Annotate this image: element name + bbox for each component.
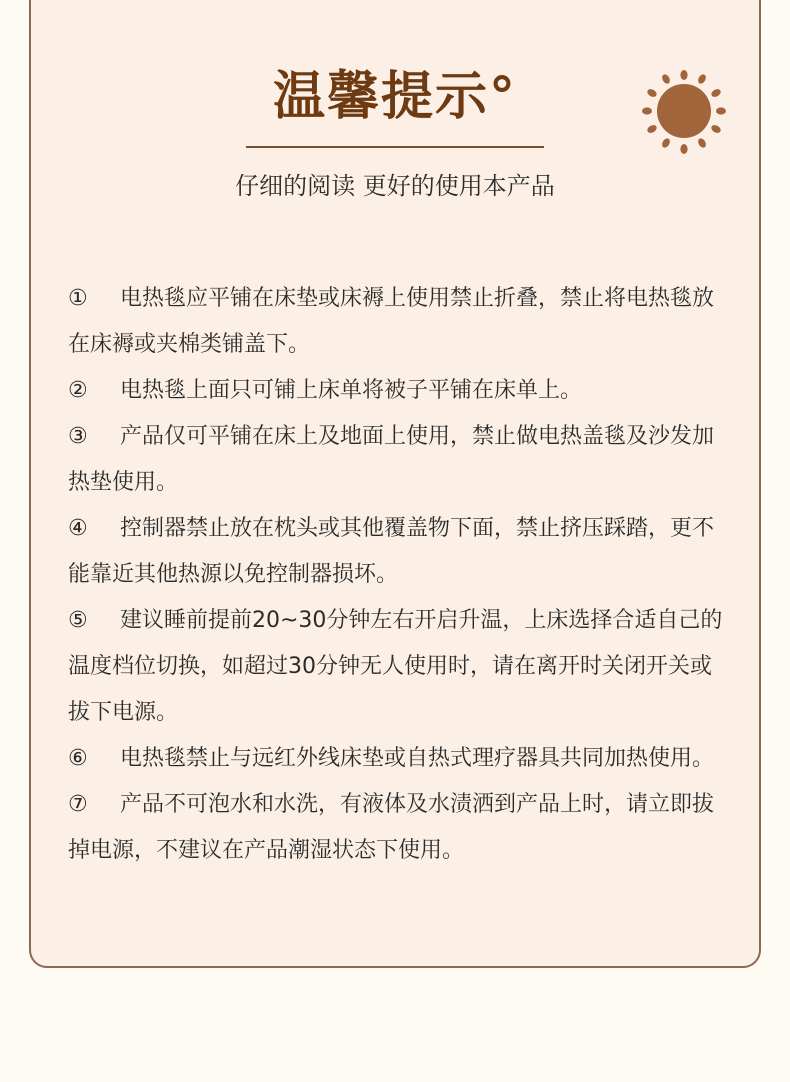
tip-7 [68, 782, 728, 874]
tip-number: ④ [68, 516, 88, 541]
tip-text: 控制器禁止放在枕头或其他覆盖物下面，禁止挤压踩踏，更不能靠近其他热源以免控制器损坏。 [68, 516, 715, 587]
tip-number: ② [68, 378, 88, 403]
title-divider [246, 146, 544, 148]
tip-number: ⑤ [68, 608, 88, 633]
tip-number: ⑥ [68, 746, 88, 771]
tip-text: 产品仅可平铺在床上及地面上使用，禁止做电热盖毯及沙发加热垫使用。 [68, 424, 715, 495]
tip-5 [68, 598, 728, 736]
tip-number: ① [68, 286, 88, 311]
tip-text: 电热毯应平铺在床垫或床褥上使用禁止折叠，禁止将电热毯放在床褥或夹棉类铺盖下。 [68, 286, 715, 357]
tip-2 [68, 368, 728, 414]
tip-3 [68, 414, 728, 506]
tip-text: 电热毯禁止与远红外线床垫或自热式理疗器具共同加热使用。 [120, 746, 715, 771]
page-subtitle: 仔细的阅读 更好的使用本产品 [235, 172, 555, 200]
page-title: 温馨提示° [272, 67, 517, 127]
tip-number: ③ [68, 424, 88, 449]
tip-6 [68, 736, 728, 782]
tip-text: 建议睡前提前20~30分钟左右开启升温，上床选择合适自己的温度档位切换，如超过30分钟无人使用时，请在离开时关闭开关或拔下电源。 [68, 608, 723, 725]
tip-1 [68, 276, 728, 368]
tip-text: 产品不可泡水和水洗，有液体及水渍洒到产品上时，请立即拔掉电源，不建议在产品潮湿状态下使用。 [68, 792, 715, 863]
tip-text: 电热毯上面只可铺上床单将被子平铺在床单上。 [120, 378, 583, 403]
tip-number: ⑦ [68, 792, 88, 817]
sun-icon [634, 66, 734, 162]
tip-4 [68, 506, 728, 598]
tips-list [68, 276, 728, 874]
